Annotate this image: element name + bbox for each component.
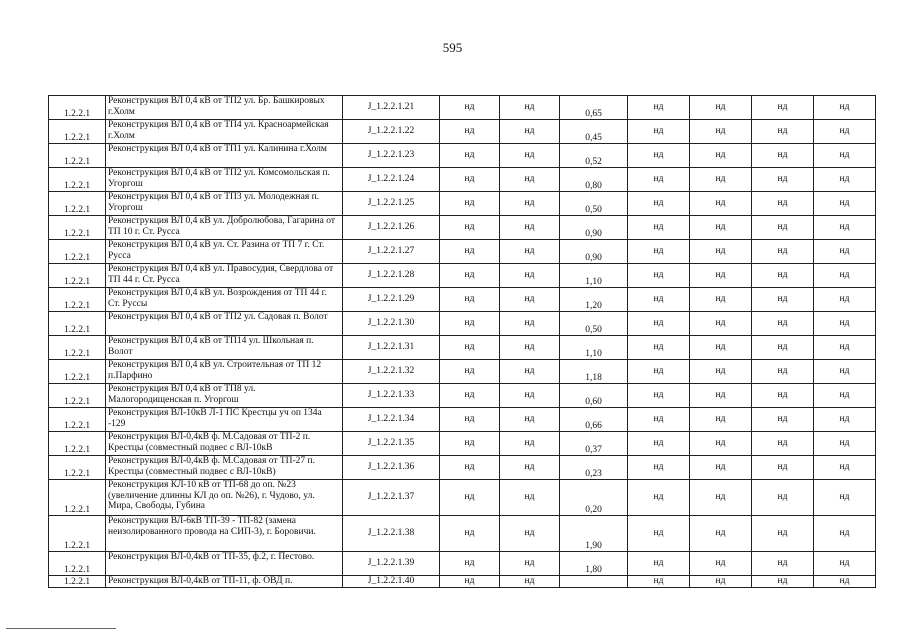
cell-v3: 0,50 — [560, 312, 628, 336]
cell-v1: нд — [440, 240, 500, 264]
table-row — [49, 168, 876, 192]
cell-code: 1.2.2.1 — [49, 168, 106, 192]
cell-v6: нд — [752, 144, 814, 168]
cell-v1: нд — [440, 480, 500, 516]
cell-v1: нд — [440, 144, 500, 168]
cell-id: J_1.2.2.1.31 — [343, 336, 440, 360]
cell-v1: нд — [440, 168, 500, 192]
table-row — [49, 120, 876, 144]
cell-name: Реконструкция ВЛ-0,4кВ ф. М.Садовая от ТП-2 п. Крестцы (совместный подвес с ВЛ-10кВ — [106, 432, 343, 456]
cell-v5: нд — [690, 240, 752, 264]
cell-name: Реконструкция ВЛ 0,4 кВ от ТП1 ул. Калинина г.Холм — [106, 144, 343, 168]
cell-v2: нд — [500, 360, 560, 384]
cell-v4: нд — [628, 360, 690, 384]
cell-v3: 0,52 — [560, 144, 628, 168]
cell-v1: нд — [440, 264, 500, 288]
table-row — [49, 576, 876, 588]
cell-v6: нд — [752, 264, 814, 288]
cell-v3: 0,50 — [560, 192, 628, 216]
cell-v6: нд — [752, 96, 814, 120]
cell-v6: нд — [752, 120, 814, 144]
cell-code: 1.2.2.1 — [49, 264, 106, 288]
cell-v5: нд — [690, 144, 752, 168]
cell-id: J_1.2.2.1.27 — [343, 240, 440, 264]
cell-v4: нд — [628, 408, 690, 432]
cell-v3: 0,90 — [560, 240, 628, 264]
cell-v7: нд — [814, 552, 876, 576]
table-row — [49, 408, 876, 432]
cell-v3: 0,60 — [560, 384, 628, 408]
cell-v4: нд — [628, 96, 690, 120]
table-row — [49, 144, 876, 168]
cell-v3: 0,45 — [560, 120, 628, 144]
cell-v2: нд — [500, 408, 560, 432]
table-row — [49, 312, 876, 336]
cell-id: J_1.2.2.1.29 — [343, 288, 440, 312]
cell-v2: нд — [500, 96, 560, 120]
page-number: 595 — [442, 40, 463, 55]
cell-v5: нд — [690, 288, 752, 312]
cell-v6: нд — [752, 360, 814, 384]
cell-v1: нд — [440, 288, 500, 312]
table-row — [49, 360, 876, 384]
cell-v4: нд — [628, 516, 690, 552]
cell-v3: 1,90 — [560, 516, 628, 552]
cell-v3: 1,10 — [560, 264, 628, 288]
cell-v5: нд — [690, 576, 752, 588]
cell-id: J_1.2.2.1.35 — [343, 432, 440, 456]
cell-v7: нд — [814, 288, 876, 312]
table-row — [49, 192, 876, 216]
cell-name: Реконструкция ВЛ-10кВ Л-1 ПС Крестцы уч оп 134а -129 — [106, 408, 343, 432]
cell-name: Реконструкция ВЛ 0,4 кВ ул. Ст. Разина от ТП 7 г. Ст. Русса — [106, 240, 343, 264]
cell-id: J_1.2.2.1.32 — [343, 360, 440, 384]
cell-name: Реконструкция ВЛ 0,4 кВ ул. Строительная от ТП 12 п.Парфино — [106, 360, 343, 384]
cell-v2: нд — [500, 120, 560, 144]
cell-name: Реконструкция ВЛ 0,4 кВ от ТП2 ул. Бр. Башкировых г.Холм — [106, 96, 343, 120]
cell-v2: нд — [500, 240, 560, 264]
cell-v3: 0,37 — [560, 432, 628, 456]
cell-v7: нд — [814, 216, 876, 240]
cell-v1: нд — [440, 192, 500, 216]
cell-v4: нд — [628, 192, 690, 216]
cell-code: 1.2.2.1 — [49, 576, 106, 588]
cell-v2: нд — [500, 432, 560, 456]
cell-code: 1.2.2.1 — [49, 216, 106, 240]
cell-id: J_1.2.2.1.39 — [343, 552, 440, 576]
cell-v5: нд — [690, 360, 752, 384]
cell-code: 1.2.2.1 — [49, 144, 106, 168]
table-row — [49, 216, 876, 240]
cell-id: J_1.2.2.1.23 — [343, 144, 440, 168]
cell-v1: нд — [440, 96, 500, 120]
cell-v4: нд — [628, 480, 690, 516]
cell-v2: нд — [500, 480, 560, 516]
cell-v2: нд — [500, 312, 560, 336]
cell-v1: нд — [440, 432, 500, 456]
cell-v6: нд — [752, 312, 814, 336]
cell-v4: нд — [628, 264, 690, 288]
data-table — [48, 95, 876, 588]
cell-v4: нд — [628, 240, 690, 264]
cell-code: 1.2.2.1 — [49, 408, 106, 432]
cell-v3: 1,10 — [560, 336, 628, 360]
table-row — [49, 552, 876, 576]
cell-name: Реконструкция ВЛ 0,4 кВ от ТП3 ул. Молодежная п. Угоргош — [106, 192, 343, 216]
table-row — [49, 516, 876, 552]
cell-v5: нд — [690, 192, 752, 216]
cell-v7: нд — [814, 264, 876, 288]
cell-v5: нд — [690, 312, 752, 336]
cell-name: Реконструкция ВЛ-0,4кВ ф. М.Садовая от ТП-27 п. Крестцы (совместный подвес с ВЛ-10кВ) — [106, 456, 343, 480]
cell-id: J_1.2.2.1.22 — [343, 120, 440, 144]
cell-id: J_1.2.2.1.38 — [343, 516, 440, 552]
cell-v4: нд — [628, 456, 690, 480]
cell-v6: нд — [752, 336, 814, 360]
cell-v5: нд — [690, 480, 752, 516]
cell-v5: нд — [690, 432, 752, 456]
cell-v6: нд — [752, 516, 814, 552]
table-row — [49, 288, 876, 312]
cell-v7: нд — [814, 168, 876, 192]
cell-name: Реконструкция ВЛ 0,4 кВ ул. Правосудия, Свердлова от ТП 44 г. Ст. Русса — [106, 264, 343, 288]
cell-v1: нд — [440, 576, 500, 588]
cell-v2: нд — [500, 192, 560, 216]
cell-v2: нд — [500, 384, 560, 408]
cell-v4: нд — [628, 312, 690, 336]
cell-v2: нд — [500, 456, 560, 480]
cell-name: Реконструкция ВЛ 0,4 кВ от ТП2 ул. Комсомольская п. Угоргош — [106, 168, 343, 192]
cell-v1: нд — [440, 384, 500, 408]
cell-v3: 0,20 — [560, 480, 628, 516]
cell-name: Реконструкция ВЛ 0,4 кВ от ТП14 ул. Школьная п. Волот — [106, 336, 343, 360]
cell-v3 — [560, 576, 628, 588]
table-row — [49, 456, 876, 480]
cell-v5: нд — [690, 516, 752, 552]
cell-v7: нд — [814, 192, 876, 216]
cell-v1: нд — [440, 516, 500, 552]
cell-v5: нд — [690, 264, 752, 288]
cell-v5: нд — [690, 408, 752, 432]
cell-id: J_1.2.2.1.33 — [343, 384, 440, 408]
cell-v4: нд — [628, 336, 690, 360]
cell-v6: нд — [752, 408, 814, 432]
cell-v7: нд — [814, 312, 876, 336]
cell-v6: нд — [752, 192, 814, 216]
cell-v1: нд — [440, 456, 500, 480]
cell-v4: нд — [628, 384, 690, 408]
cell-v6: нд — [752, 216, 814, 240]
cell-code: 1.2.2.1 — [49, 552, 106, 576]
cell-v6: нд — [752, 480, 814, 516]
cell-v3: 1,20 — [560, 288, 628, 312]
cell-v2: нд — [500, 144, 560, 168]
cell-v5: нд — [690, 168, 752, 192]
cell-name: Реконструкция ВЛ-0,4кВ от ТП-11, ф. ОВД п. — [106, 576, 343, 588]
table-row — [49, 240, 876, 264]
cell-id: J_1.2.2.1.25 — [343, 192, 440, 216]
cell-v3: 0,90 — [560, 216, 628, 240]
cell-v4: нд — [628, 144, 690, 168]
cell-v2: нд — [500, 216, 560, 240]
cell-v3: 0,23 — [560, 456, 628, 480]
cell-code: 1.2.2.1 — [49, 240, 106, 264]
cell-code: 1.2.2.1 — [49, 456, 106, 480]
cell-code: 1.2.2.1 — [49, 336, 106, 360]
cell-v7: нд — [814, 516, 876, 552]
cell-name: Реконструкция КЛ-10 кВ от ТП-68 до оп. №23 (увеличение длинны КЛ до оп. №26), г. Чудово, ул. Мира, Свободы, Губина — [106, 480, 343, 516]
cell-name: Реконструкция ВЛ-0,4кВ от ТП-35, ф.2, г. Пестово. — [106, 552, 343, 576]
cell-name: Реконструкция ВЛ 0,4 кВ от ТП4 ул. Красноармейская г.Холм — [106, 120, 343, 144]
cell-v3: 1,18 — [560, 360, 628, 384]
cell-v6: нд — [752, 168, 814, 192]
cell-code: 1.2.2.1 — [49, 516, 106, 552]
cell-v4: нд — [628, 168, 690, 192]
cell-v1: нд — [440, 216, 500, 240]
cell-v6: нд — [752, 456, 814, 480]
cell-v1: нд — [440, 120, 500, 144]
table-row — [49, 264, 876, 288]
cell-v2: нд — [500, 576, 560, 588]
cell-v1: нд — [440, 360, 500, 384]
cell-name: Реконструкция ВЛ 0,4 кВ от ТП2 ул. Садовая п. Волот — [106, 312, 343, 336]
cell-v7: нд — [814, 240, 876, 264]
table-row — [49, 336, 876, 360]
cell-v7: нд — [814, 432, 876, 456]
cell-name: Реконструкция ВЛ 0,4 кВ ул. Возрождения от ТП 44 г. Ст. Руссы — [106, 288, 343, 312]
cell-id: J_1.2.2.1.26 — [343, 216, 440, 240]
table-row — [49, 480, 876, 516]
cell-code: 1.2.2.1 — [49, 120, 106, 144]
cell-code: 1.2.2.1 — [49, 360, 106, 384]
cell-v4: нд — [628, 120, 690, 144]
cell-v1: нд — [440, 336, 500, 360]
cell-code: 1.2.2.1 — [49, 432, 106, 456]
cell-v5: нд — [690, 216, 752, 240]
table-row — [49, 384, 876, 408]
cell-v2: нд — [500, 552, 560, 576]
cell-v7: нд — [814, 120, 876, 144]
cell-code: 1.2.2.1 — [49, 288, 106, 312]
cell-id: J_1.2.2.1.21 — [343, 96, 440, 120]
cell-v7: нд — [814, 576, 876, 588]
cell-id: J_1.2.2.1.37 — [343, 480, 440, 516]
cell-v4: нд — [628, 288, 690, 312]
cell-id: J_1.2.2.1.36 — [343, 456, 440, 480]
cell-v2: нд — [500, 264, 560, 288]
cell-v2: нд — [500, 288, 560, 312]
cell-v7: нд — [814, 96, 876, 120]
cell-id: J_1.2.2.1.28 — [343, 264, 440, 288]
cell-v3: 1,80 — [560, 552, 628, 576]
cell-v5: нд — [690, 552, 752, 576]
cell-code: 1.2.2.1 — [49, 384, 106, 408]
cell-name: Реконструкция ВЛ 0,4 кВ ул. Добролюбова, Гагарина от ТП 10 г. Ст. Русса — [106, 216, 343, 240]
cell-name: Реконструкция ВЛ-6кВ ТП-39 - ТП-82 (замена неизолированного провода на СИП-3), г. Боровичи. — [106, 516, 343, 552]
table-row — [49, 432, 876, 456]
cell-code: 1.2.2.1 — [49, 192, 106, 216]
cell-v5: нд — [690, 456, 752, 480]
cell-v2: нд — [500, 516, 560, 552]
cell-code: 1.2.2.1 — [49, 96, 106, 120]
cell-v5: нд — [690, 336, 752, 360]
cell-id: J_1.2.2.1.30 — [343, 312, 440, 336]
cell-v6: нд — [752, 384, 814, 408]
cell-id: J_1.2.2.1.34 — [343, 408, 440, 432]
cell-v4: нд — [628, 432, 690, 456]
cell-v7: нд — [814, 408, 876, 432]
cell-v6: нд — [752, 240, 814, 264]
cell-v1: нд — [440, 552, 500, 576]
cell-v7: нд — [814, 456, 876, 480]
cell-code: 1.2.2.1 — [49, 312, 106, 336]
cell-id: J_1.2.2.1.40 — [343, 576, 440, 588]
cell-v6: нд — [752, 576, 814, 588]
cell-code: 1.2.2.1 — [49, 480, 106, 516]
cell-name: Реконструкция ВЛ 0,4 кВ от ТП8 ул. Малогородищенская п. Угоргош — [106, 384, 343, 408]
table-body — [49, 96, 876, 588]
cell-v3: 0,66 — [560, 408, 628, 432]
cell-v6: нд — [752, 288, 814, 312]
cell-v6: нд — [752, 552, 814, 576]
cell-v7: нд — [814, 480, 876, 516]
cell-v1: нд — [440, 408, 500, 432]
table-row — [49, 96, 876, 120]
cell-v4: нд — [628, 576, 690, 588]
cell-v5: нд — [690, 96, 752, 120]
footer-divider — [6, 628, 116, 629]
cell-v2: нд — [500, 168, 560, 192]
cell-v4: нд — [628, 216, 690, 240]
cell-v1: нд — [440, 312, 500, 336]
cell-v7: нд — [814, 144, 876, 168]
cell-v5: нд — [690, 120, 752, 144]
cell-v7: нд — [814, 384, 876, 408]
cell-id: J_1.2.2.1.24 — [343, 168, 440, 192]
cell-v2: нд — [500, 336, 560, 360]
cell-v4: нд — [628, 552, 690, 576]
cell-v5: нд — [690, 384, 752, 408]
cell-v6: нд — [752, 432, 814, 456]
cell-v3: 0,65 — [560, 96, 628, 120]
cell-v7: нд — [814, 336, 876, 360]
cell-v3: 0,80 — [560, 168, 628, 192]
cell-v7: нд — [814, 360, 876, 384]
